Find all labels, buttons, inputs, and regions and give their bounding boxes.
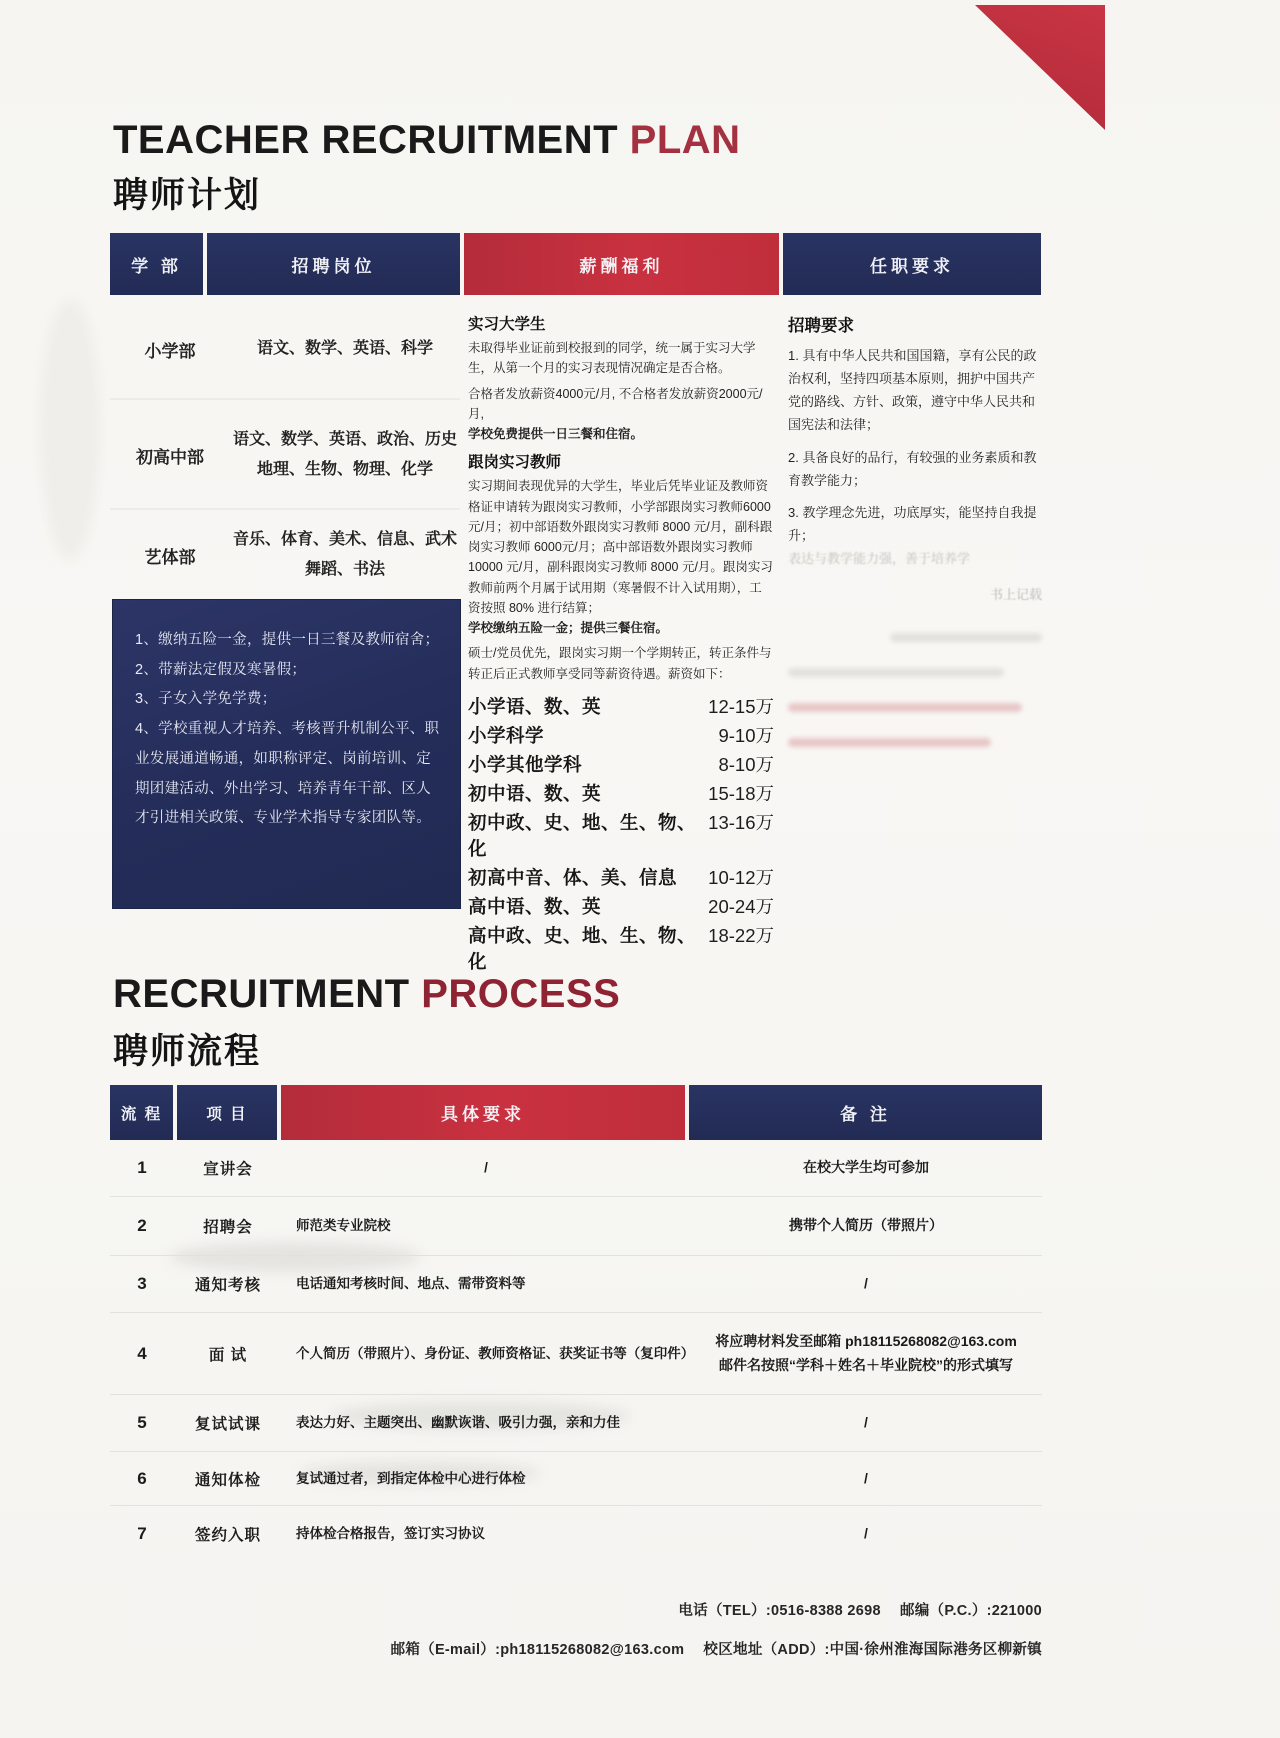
process-step-remark	[690, 1330, 1042, 1378]
process-subtitle: 聘师流程	[113, 1032, 262, 1071]
footer-contact-info	[300, 1592, 1042, 1670]
process-step-remark: /	[864, 1469, 868, 1486]
salary-highlight: 学校缴纳五险一金；提供三餐住宿。	[468, 621, 669, 635]
positions-cell: 音乐、体育、美术、信息、武术 舞蹈、书法	[232, 530, 457, 578]
salary-list-value: 12-15万	[708, 696, 774, 718]
requirement-item: 3. 教学理念先进，功底厚实，能坚持自我提升；	[788, 504, 1037, 543]
process-row	[110, 1395, 1042, 1452]
salary-list-row	[468, 808, 774, 863]
process-step-number: 3	[137, 1274, 147, 1293]
salary-list-value: 15-18万	[708, 783, 774, 805]
footer-line-email-address: 邮箱（E-mail）:ph18115268082@163.com 校区地址（ADD）:中国·徐州淮海国际港务区柳新镇	[390, 1642, 1042, 1659]
process-step-number: 5	[137, 1413, 147, 1432]
process-row	[110, 1256, 1042, 1313]
salary-list-row	[468, 863, 774, 892]
process-step-number: 4	[137, 1343, 147, 1363]
process-step-name: 签约入职	[194, 1527, 261, 1544]
process-row	[110, 1452, 1042, 1506]
process-row	[110, 1506, 1042, 1562]
process-step-remark-line1: 将应聘材料发至邮箱 ph18115268082@163.com	[715, 1332, 1017, 1349]
plan-title-red: PLAN	[629, 118, 741, 162]
process-row	[110, 1197, 1042, 1256]
salary-list-label: 初中语、数、英	[468, 783, 602, 805]
process-header-step: 流 程	[110, 1085, 173, 1140]
process-step-detail: 复试通过者，到指定体检中心进行体检	[296, 1470, 526, 1486]
salary-list-row	[468, 721, 774, 750]
process-step-name: 宣讲会	[203, 1161, 253, 1178]
faded-text: 书上记载	[989, 587, 1042, 603]
process-step-detail: /	[484, 1160, 488, 1176]
plan-title-black: TEACHER RECRUITMENT	[113, 118, 619, 162]
process-step-name: 面 试	[208, 1346, 248, 1364]
requirements-heading: 招聘要求	[788, 317, 854, 335]
salary-list-value: 13-16万	[708, 812, 774, 834]
requirement-item: 1. 具有中华人民共和国国籍，享有公民的政治权利，坚持四项基本原则，拥护中国共产党的路线、方针、政策，遵守中华人民共和国宪法和法律；	[788, 348, 1037, 433]
process-step-remark-line2: 邮件名按照“学科＋姓名＋毕业院校”的形式填写	[719, 1356, 1013, 1373]
dept-cell: 初高中部	[136, 447, 204, 467]
dept-cell: 小学部	[144, 341, 196, 361]
process-title-red: PROCESS	[421, 972, 621, 1016]
process-step-detail: 表达力好、主题突出、幽默诙谐、吸引力强，亲和力佳	[296, 1415, 620, 1431]
salary-list-label: 小学科学	[468, 725, 545, 747]
dept-cell: 艺体部	[144, 547, 196, 567]
salary-list-value: 20-24万	[708, 896, 774, 918]
process-title-black: RECRUITMENT	[113, 972, 410, 1016]
process-step-detail: 持体检合格报告，签订实习协议	[296, 1526, 485, 1542]
plan-header-salary: 薪酬福利	[464, 233, 779, 295]
plan-header-dept: 学 部	[110, 233, 203, 295]
faded-text: 表达与教学能力强，善于培养学	[788, 551, 971, 566]
benefit-item: 3、子女入学免学费；	[135, 691, 277, 708]
salary-column	[468, 306, 774, 976]
faded-text-smudge	[788, 668, 1004, 677]
salary-list-row	[468, 779, 774, 808]
benefits-box	[113, 600, 460, 908]
process-header-remark: 备 注	[689, 1085, 1042, 1140]
faded-text-smudge	[890, 633, 1042, 642]
process-step-remark: 携带个人简历（带照片）	[789, 1217, 943, 1234]
process-step-number: 1	[137, 1158, 147, 1177]
table-row	[110, 512, 460, 598]
plan-title	[113, 118, 741, 163]
process-step-detail: 电话通知考核时间、地点、需带资料等	[296, 1276, 526, 1292]
salary-list-value: 10-12万	[708, 867, 774, 889]
benefit-item: 2、带薪法定假及寒暑假；	[135, 661, 307, 678]
process-row	[110, 1313, 1042, 1395]
process-step-remark: 在校大学生均可参加	[803, 1159, 929, 1176]
salary-list-label: 小学其他学科	[468, 754, 583, 776]
salary-list-label: 高中政、史、地、生、物、化	[468, 925, 697, 973]
salary-paragraph: 合格者发放薪资4000元/月, 不合格者发放薪资2000元/月,	[468, 386, 763, 421]
corner-triangle-decoration	[975, 5, 1105, 130]
salary-paragraph: 实习期间表现优异的大学生，毕业后凭毕业证及教师资格证申请转为跟岗实习教师，小学部跟岗实习教师6000元/月；初中部语数外跟岗实习教师 8000 元/月，副科跟岗实习教师 6000元/月；高中部语数外跟岗实习教师 10000 元/月，副科跟岗实习教师 8000 元/月。跟岗实习教师前两个月属于试用期（寒暑假不计入试用期），工资按照 80% 进行结算；	[468, 479, 773, 615]
scan-smudge	[40, 300, 100, 560]
process-step-detail: 师范类专业院校	[296, 1218, 391, 1234]
process-step-remark: /	[864, 1414, 868, 1431]
process-row	[110, 1140, 1042, 1197]
salary-list-value: 8-10万	[718, 754, 774, 776]
salary-list-value: 18-22万	[708, 925, 774, 947]
benefit-item: 4、学校重视人才培养、考核晋升机制公平、职业发展通道畅通，如职称评定、岗前培训、定期团建活动、外出学习、培养青年干部、区人才引进相关政策、专业学术指导专家团队等。	[135, 721, 440, 827]
salary-highlight: 学校免费提供一日三餐和住宿。	[468, 427, 644, 441]
process-header-item: 项 目	[177, 1085, 277, 1140]
salary-list-label: 高中语、数、英	[468, 896, 602, 918]
positions-cell: 语文、数学、英语、政治、历史 地理、生物、物理、化学	[232, 430, 457, 478]
process-step-number: 7	[137, 1524, 147, 1543]
process-step-detail: 个人简历（带照片）、身份证、教师资格证、获奖证书等（复印件）	[296, 1345, 695, 1361]
process-header-detail: 具体要求	[281, 1085, 685, 1140]
salary-list-label: 初中政、史、地、生、物、化	[468, 812, 697, 860]
process-step-name: 招聘会	[203, 1219, 253, 1236]
salary-list-value: 9-10万	[718, 725, 774, 747]
requirement-item: 2. 具备良好的品行，有较强的业务素质和教育教学能力；	[788, 449, 1037, 488]
salary-paragraph: 硕士/党员优先，跟岗实习期一个学期转正，转正条件与转正后正式教师享受同等薪资待遇。薪资如下：	[468, 646, 772, 681]
table-row	[110, 402, 460, 510]
process-step-name: 通知体检	[194, 1471, 261, 1489]
plan-subtitle: 聘师计划	[113, 176, 262, 215]
process-step-remark: /	[864, 1525, 868, 1542]
faded-text-smudge	[788, 703, 1022, 712]
plan-header-requirements: 任职要求	[783, 233, 1041, 295]
salary-list-label: 小学语、数、英	[468, 696, 602, 718]
salary-paragraph: 未取得毕业证前到校报到的同学，统一属于实习大学生，从第一个月的实习表现情况确定是否合格。	[468, 341, 756, 376]
process-title	[113, 972, 620, 1017]
salary-heading-follow: 跟岗实习教师	[468, 454, 562, 472]
process-step-remark: /	[864, 1275, 868, 1292]
faded-text-smudge	[788, 738, 991, 747]
salary-list-row	[468, 692, 774, 721]
salary-list-label: 初高中音、体、美、信息	[468, 867, 678, 889]
table-row	[110, 300, 460, 400]
process-step-number: 2	[137, 1216, 147, 1235]
benefit-item: 1、缴纳五险一金，提供一日三餐及教师宿舍；	[135, 632, 440, 648]
salary-heading-intern: 实习大学生	[468, 316, 546, 333]
salary-list-row	[468, 892, 774, 921]
footer-line-phone: 电话（TEL）:0516-8388 2698 邮编（P.C.）:221000	[678, 1603, 1042, 1619]
positions-cell: 语文、数学、英语、科学	[256, 339, 433, 357]
requirements-column	[788, 306, 1042, 773]
process-step-name: 通知考核	[194, 1277, 261, 1294]
salary-list-row	[468, 750, 774, 779]
salary-list	[468, 692, 774, 976]
plan-header-positions: 招聘岗位	[207, 233, 460, 295]
process-step-number: 6	[137, 1468, 147, 1488]
salary-list-row	[468, 921, 774, 976]
process-step-name: 复试试课	[194, 1416, 261, 1433]
